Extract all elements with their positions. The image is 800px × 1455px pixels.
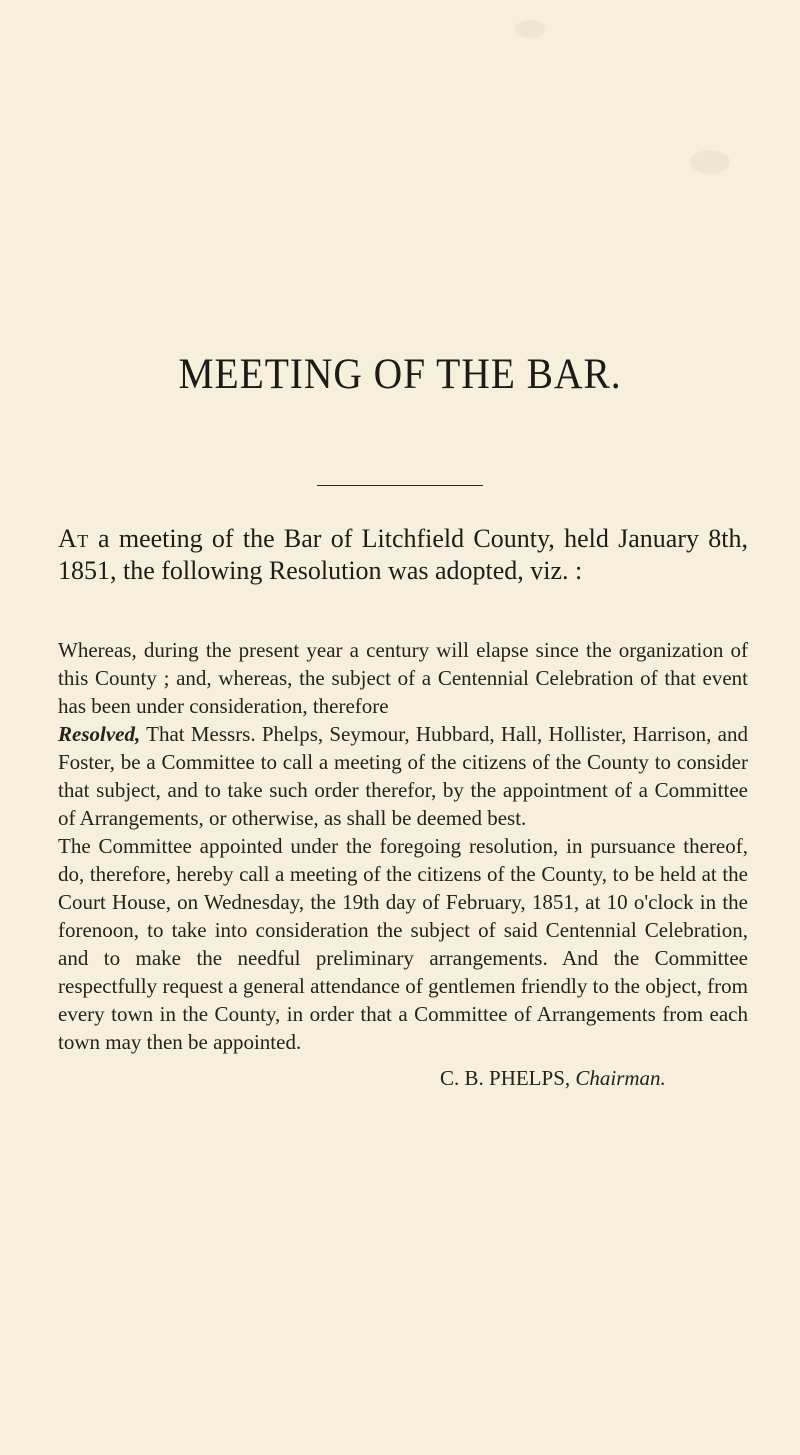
paper-stain xyxy=(690,150,730,174)
resolved-paragraph xyxy=(58,720,748,832)
paper-stain xyxy=(515,20,545,38)
resolved-label: Resolved, xyxy=(58,722,141,746)
title-rule xyxy=(317,485,483,486)
committee-paragraph: The Committee appointed under the foregoing resolution, in pursuance thereof, do, therefore, hereby call a meeting of the citizens of the County, to be held at the Court House, on Wednesday, the 19th day of February, 1851, at 10 o'clock in the forenoon, to take into consideration the subject of said Centennial Celebration, and to make the needful preliminary arrangements. And the Committee respectfully request a general attendance of gentlemen friendly to the object, from every town in the County, in order that a Committee of Arrangements from each town may then be appointed. xyxy=(58,834,748,1054)
intro-text: a meeting of the Bar of Litchfield County, held January 8th, 1851, the following Resolution was adopted, viz. : xyxy=(58,524,748,585)
signature-line xyxy=(440,1064,760,1092)
page-title: MEETING OF THE BAR. xyxy=(178,351,622,398)
whereas-paragraph: Whereas, during the present year a century will elapse since the organization of this County ; and, whereas, the subject of a Centennial Celebration of that event has been under consideration, therefore xyxy=(58,638,748,718)
signature-name: C. B. PHELPS, xyxy=(440,1066,571,1090)
resolution-body xyxy=(58,636,748,1056)
resolved-text: That Messrs. Phelps, Seymour, Hubbard, Hall, Hollister, Harrison, and Foster, be a Committee to call a meeting of the citizens of the County to consider that subject, and to take such order therefor, by the appointment of a Committee of Arrangements, or otherwise, as shall be deemed best. xyxy=(58,722,748,830)
intro-lead: At xyxy=(58,524,89,553)
intro-paragraph xyxy=(58,523,748,587)
signature-role: Chairman. xyxy=(570,1066,666,1090)
